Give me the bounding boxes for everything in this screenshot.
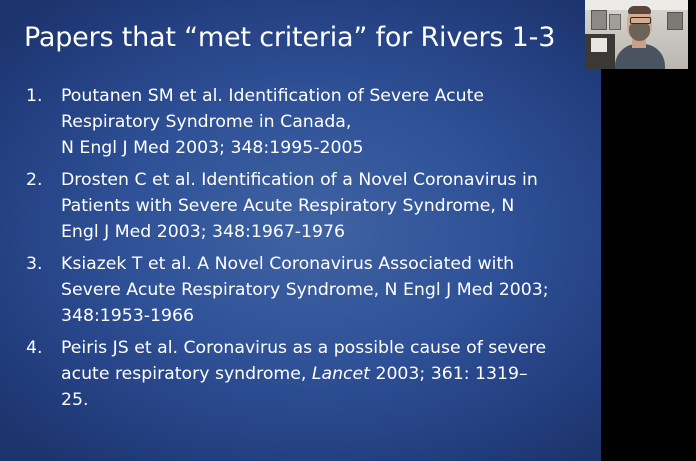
reference-line: Peiris JS et al. Coronavirus as a possible cause of severe: [61, 338, 547, 358]
webcam-video-feed: [585, 0, 688, 69]
presenter-glasses: [630, 17, 651, 24]
reference-text-segment: acute respiratory syndrome,: [61, 364, 312, 384]
reference-line: 348:1953-1966: [61, 306, 195, 326]
wall-picture: [667, 12, 683, 30]
slide-title: Papers that “met criteria” for Rivers 1-3: [24, 22, 556, 53]
reference-number: 3.: [26, 254, 43, 274]
reference-text: [61, 251, 586, 329]
reference-line: N Engl J Med 2003; 348:1995-2005: [61, 138, 364, 158]
reference-line: Engl J Med 2003; 348:1967-1976: [61, 222, 346, 242]
reference-item-4: [26, 335, 586, 413]
reference-number: 1.: [26, 86, 43, 106]
reference-line: Severe Acute Respiratory Syndrome, N Engl J Med 2003;: [61, 280, 549, 300]
reference-text: [61, 83, 586, 161]
reference-line: Patients with Severe Acute Respiratory Syndrome, N: [61, 196, 515, 216]
reference-list: [26, 83, 586, 419]
reference-item-3: [26, 251, 586, 329]
reference-line: [61, 361, 586, 387]
wall-picture: [591, 10, 607, 30]
reference-item-2: [26, 167, 586, 245]
reference-number: 2.: [26, 170, 43, 190]
reference-text: [61, 335, 586, 413]
reference-text: [61, 167, 586, 245]
reference-text-segment: 2003; 361: 1319–: [369, 364, 528, 384]
reference-line: Drosten C et al. Identification of a Novel Coronavirus in: [61, 170, 538, 190]
presenter-beard: [629, 24, 650, 41]
journal-name: Lancet: [311, 364, 370, 384]
reference-line: Respiratory Syndrome in Canada,: [61, 112, 352, 132]
wall-picture: [609, 14, 621, 30]
reference-line: Poutanen SM et al. Identification of Severe Acute: [61, 86, 485, 106]
reference-number: 4.: [26, 338, 43, 358]
reference-line: 25.: [61, 390, 89, 410]
shelf-item: [591, 38, 607, 52]
reference-item-1: [26, 83, 586, 161]
presenter-hair: [628, 6, 651, 14]
reference-line: Ksiazek T et al. A Novel Coronavirus Associated with: [61, 254, 515, 274]
